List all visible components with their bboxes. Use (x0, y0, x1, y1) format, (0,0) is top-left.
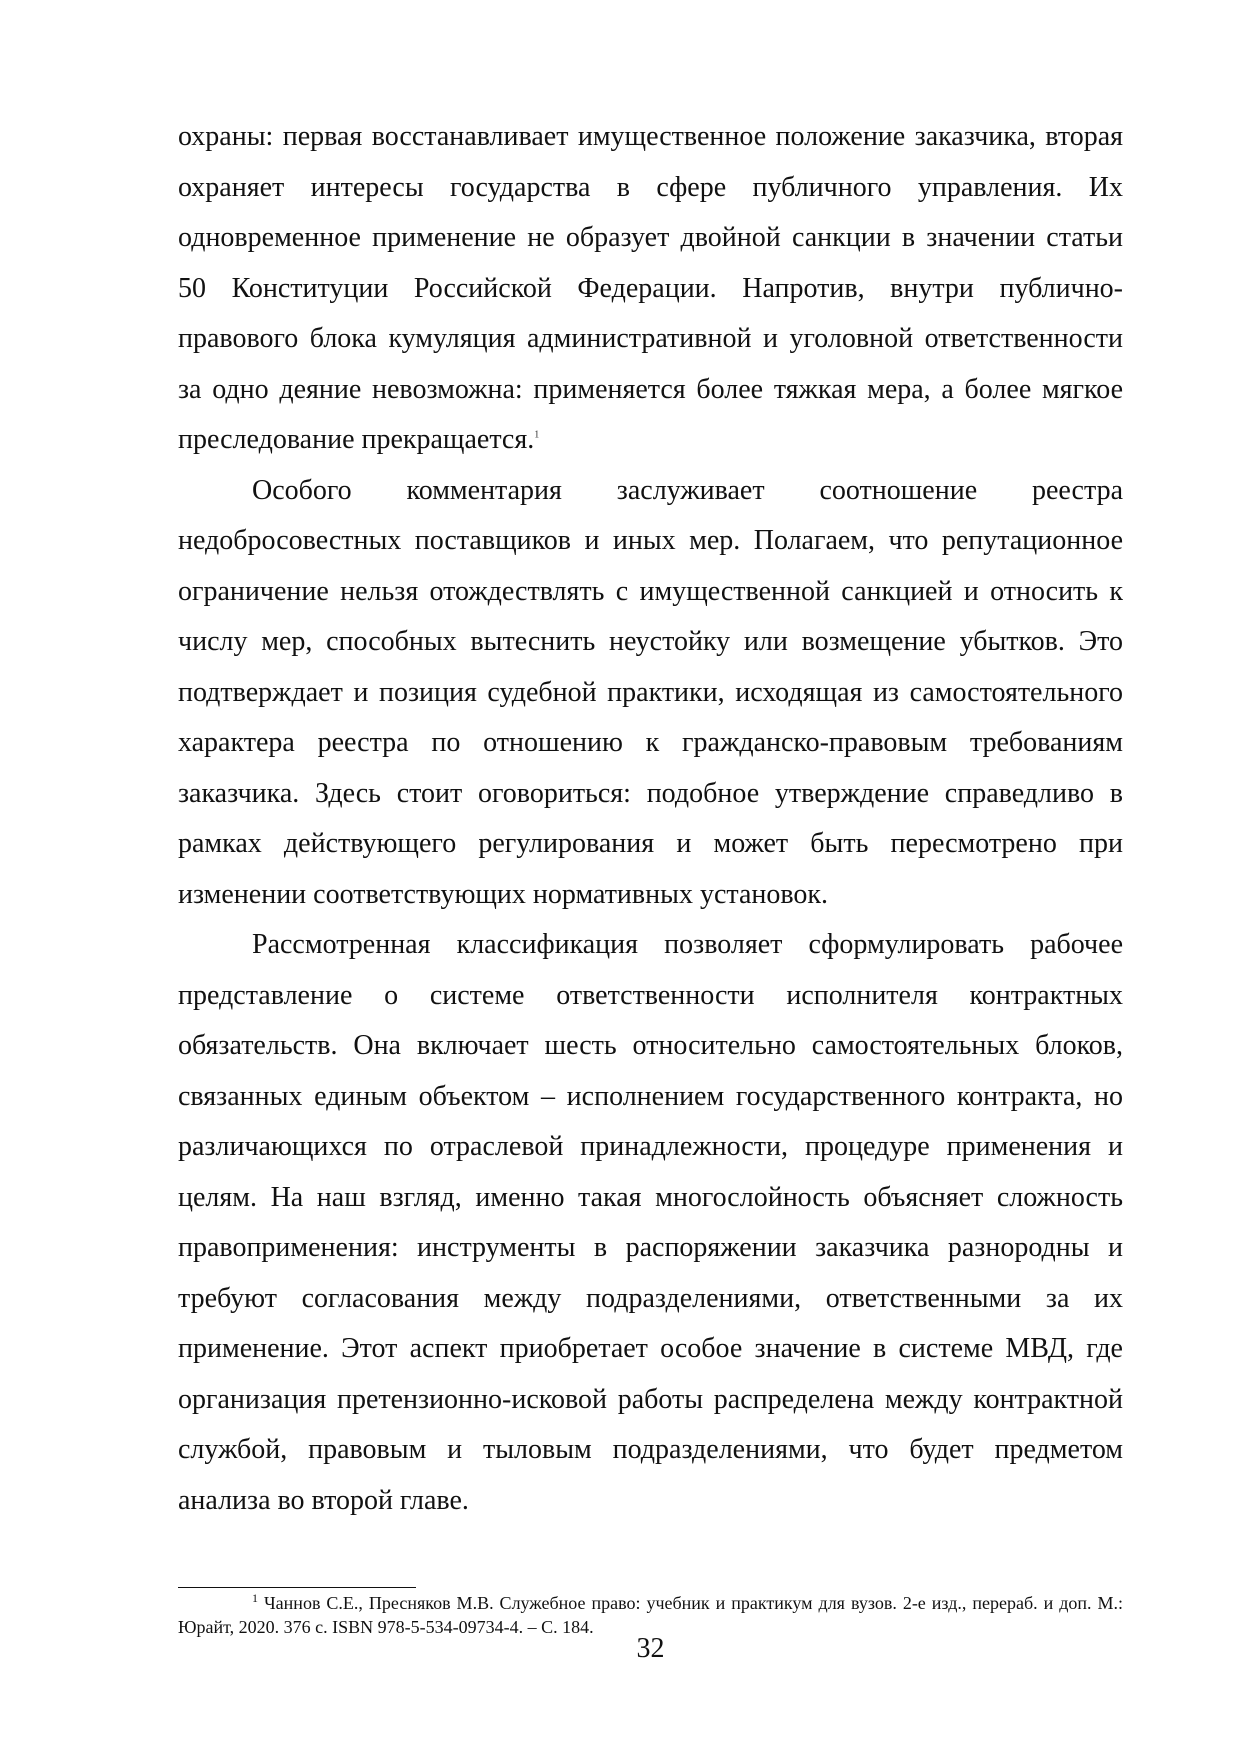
footnote-mark: 1 (252, 1591, 258, 1605)
paragraph-3: Рассмотренная классификация позволяет сформулировать рабочее представление о системе ответственности исполнителя контрактных обязательств. Она включает шесть относительно самостоятельных блоков, связанных единым объектом – исполнением государственного контракта, но различающихся по отраслевой принадлежности, процедуре применения и целям. На наш взгляд, именно такая многослойность объясняет сложность правоприменения: инструменты в распоряжении заказчика разнородны и требуют согласования между подразделениями, ответственными за их применение. Этот аспект приобретает особое значение в системе МВД, где организация претензионно-исковой работы распределена между контрактной службой, правовым и тыловым подразделениями, что будет предметом анализа во второй главе. (178, 929, 1123, 1516)
paragraph-2: Особого комментария заслуживает соотношение реестра недобросовестных поставщиков и иных мер. Полагаем, что репутационное ограничение нельзя отождествлять с имущественной санкцией и относить к числу мер, способных вытеснить неустойку или возмещение убытков. Это подтверждает и позиция судебной практики, исходящая из самостоятельного характера реестра по отношению к гражданско-правовым требованиям заказчика. Здесь стоит оговориться: подобное утверждение справедливо в рамках действующего регулирования и может быть пересмотрено при изменении соответствующих нормативных установок. (178, 474, 1123, 910)
page-number: 32 (636, 1633, 665, 1664)
paragraph-1 (178, 112, 1123, 466)
paragraph-1-text: охраны: первая восстанавливает имущественное положение заказчика, вторая охраняет интересы государства в сфере публичного управления. Их одновременное применение не образует двойной санкции в значении статьи 50 Конституции Российской Федерации. Напротив, внутри публично-правового блока кумуляция административной и уголовной ответственности за одно деяние невозможна: применяется более тяжкая мера, а более мягкое преследование прекращается. (178, 121, 1123, 455)
footnote-text: Чаннов С.Е., Пресняков М.В. Служебное право: учебник и практикум для вузов. 2-е изд., перераб. и доп. М.: Юрайт, 2020. 376 с. ISBN 978-5-534-09734-4. – С. 184. (178, 1593, 1123, 1637)
footnote-separator (178, 1587, 416, 1588)
body-text (178, 112, 1123, 1526)
footnote-reference[interactable]: 1 (534, 429, 540, 441)
